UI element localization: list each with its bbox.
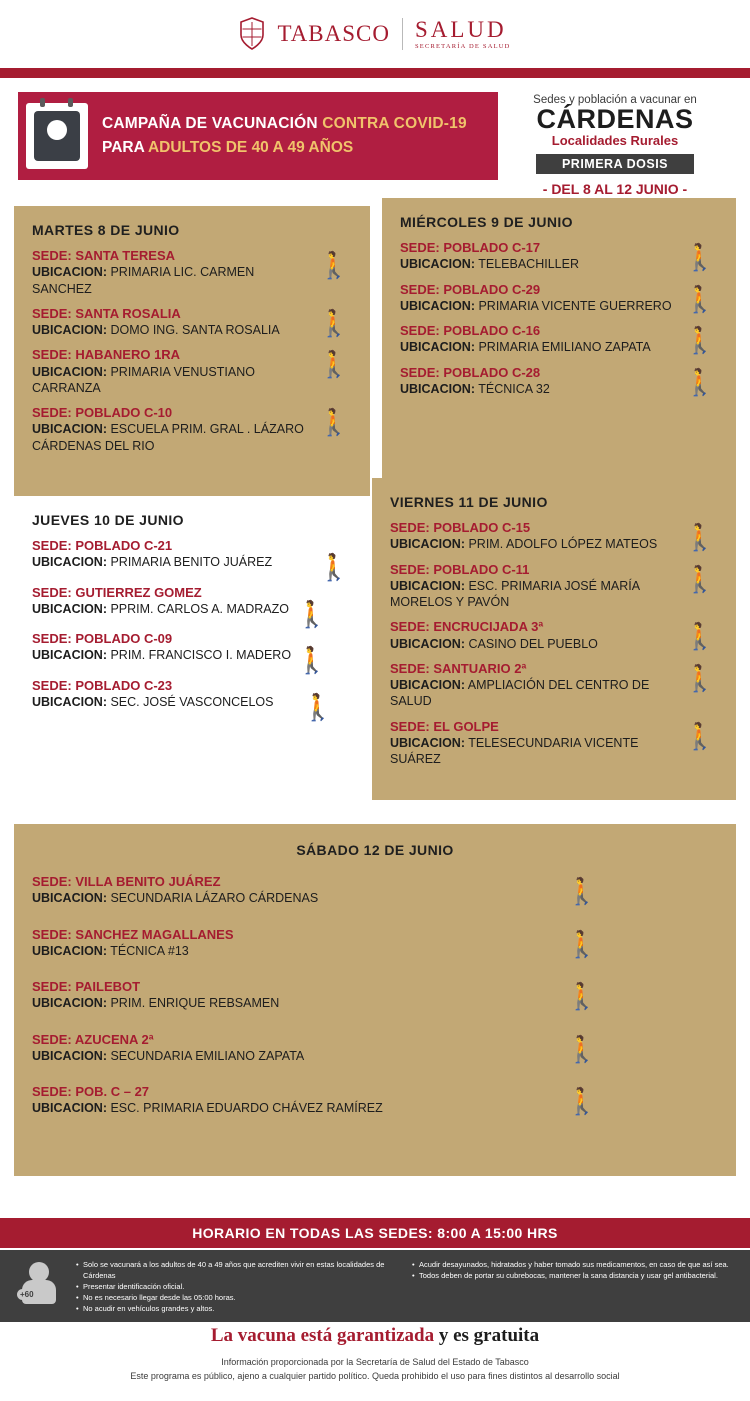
ubicacion-label: UBICACION: xyxy=(32,323,107,337)
ubicacion xyxy=(390,735,676,768)
day-title: MARTES 8 DE JUNIO xyxy=(32,222,180,238)
ubicacion xyxy=(32,1100,528,1116)
person-icon: 🚶 xyxy=(683,563,716,594)
ubicacion xyxy=(390,636,676,652)
schedule-entry xyxy=(32,584,352,629)
ubicacion-value: ESC. PRIMARIA JOSÉ MARÍA MORELOS Y PAVÓN xyxy=(390,578,640,609)
city-name: CÁRDENAS xyxy=(536,104,694,134)
ubicacion-value: TELESECUNDARIA VICENTE SUÁREZ xyxy=(390,735,639,766)
ubicacion xyxy=(32,364,310,397)
ubicacion-value: ESC. PRIMARIA EDUARDO CHÁVEZ RAMÍREZ xyxy=(107,1101,383,1116)
sede-name: SEDE: POBLADO C-21 xyxy=(32,538,173,553)
person-icon: 🚶 xyxy=(565,928,598,959)
requirements-band xyxy=(0,1250,750,1322)
brand-state: TABASCO xyxy=(277,21,390,46)
schedule-entry xyxy=(32,538,352,582)
requirement-item: • No es necesario llegar desde las 05:00 horas. xyxy=(76,1293,398,1304)
ubicacion xyxy=(32,322,310,338)
footer-notes xyxy=(0,1355,750,1384)
person-icon: 🚶 xyxy=(565,981,598,1011)
requirement-item: • Acudir desayunados, hidratados y haber tomado sus medicamentos, en caso de que así sea. xyxy=(412,1260,734,1271)
ubicacion-value: TÉCNICA 32 xyxy=(475,381,550,396)
requirements-right xyxy=(412,1260,734,1282)
elder-person-icon xyxy=(16,1260,62,1306)
ubicacion xyxy=(390,578,676,611)
schedule-entry xyxy=(32,306,352,339)
requirement-item: • No acudir en vehículos grandes y altos. xyxy=(76,1304,398,1315)
ubicacion-value: PRIM. ADOLFO LÓPEZ MATEOS xyxy=(465,537,658,552)
schedule-entry xyxy=(390,619,718,652)
day-title: VIERNES 11 DE JUNIO xyxy=(390,494,548,510)
ubicacion xyxy=(32,694,310,710)
person-icon: 🚶 xyxy=(683,662,716,693)
sede-name: SEDE: SANTA TERESA xyxy=(32,248,176,263)
ubicacion xyxy=(32,647,310,663)
schedule-entry xyxy=(32,1032,718,1065)
schedule-entry xyxy=(32,631,352,675)
schedule-entry xyxy=(400,282,718,315)
schedule-entry xyxy=(390,719,718,768)
schedule-entry xyxy=(390,520,718,553)
ubicacion-label: UBICACION: xyxy=(32,996,107,1011)
person-icon: 🚶 xyxy=(317,407,350,437)
ubicacion-label: UBICACION: xyxy=(32,422,107,437)
ubicacion xyxy=(32,995,528,1011)
header-bar xyxy=(0,0,750,72)
ubicacion-value: PRIMARIA VICENTE GUERRERO xyxy=(475,298,672,313)
campaign-banner xyxy=(0,78,750,206)
ubicacion-label: UBICACION: xyxy=(400,298,475,313)
ubicacion-value: CASINO DEL PUEBLO xyxy=(465,636,598,651)
person-icon: 🚶 xyxy=(683,366,716,397)
ubicacion-label: UBICACION: xyxy=(400,257,475,272)
person-icon: 🚶 xyxy=(683,522,716,552)
campaign-location-box xyxy=(498,92,732,197)
person-icon: 🚶 xyxy=(295,598,328,629)
person-icon: 🚶 xyxy=(683,283,716,314)
ubicacion xyxy=(400,381,676,397)
sede-name: SEDE: SANTA ROSALIA xyxy=(32,305,181,321)
day-title: SÁBADO 12 DE JUNIO xyxy=(296,842,454,858)
sede-name: SEDE: POBLADO C-17 xyxy=(400,240,541,255)
coat-of-arms-icon xyxy=(239,17,265,51)
schedule-entry xyxy=(400,323,718,356)
requirements-left xyxy=(76,1260,398,1314)
ubicacion-value: PRIMARIA EMILIANO ZAPATA xyxy=(475,340,651,355)
brand-dept: SALUD xyxy=(414,16,507,42)
ubicacion xyxy=(390,677,676,710)
ubicacion-value: PRIMARIA BENITO JUÁREZ xyxy=(107,555,273,570)
campaign-line-1a: CAMPAÑA DE VACUNACIÓN xyxy=(102,115,323,132)
day-block-viernes-11 xyxy=(372,478,736,800)
schedule-entry xyxy=(390,661,718,710)
ubicacion-label: UBICACION: xyxy=(32,1101,107,1116)
ubicacion xyxy=(32,1048,528,1064)
sede-name: SEDE: HABANERO 1RA xyxy=(32,347,181,363)
brand-dept-group xyxy=(415,18,511,51)
sede-name: SEDE: POBLADO C-15 xyxy=(390,520,531,535)
footer-line-2: Este programa es público, ajeno a cualquier partido político. Queda prohibido el uso para fines distintos al desarrollo social xyxy=(130,1371,620,1382)
ubicacion-value: TELEBACHILLER xyxy=(475,257,579,272)
ubicacion xyxy=(32,264,310,297)
footer-line-1: Información proporcionada por la Secretaría de Salud del Estado de Tabasco xyxy=(221,1357,529,1367)
ubicacion-value: PRIM. FRANCISCO I. MADERO xyxy=(107,648,292,663)
ubicacion xyxy=(32,943,528,959)
sede-name: SEDE: ENCRUCIJADA 3ª xyxy=(390,619,544,635)
ubicacion-label: UBICACION: xyxy=(390,578,465,593)
schedule-entry xyxy=(32,347,352,396)
ubicacion-label: UBICACION: xyxy=(390,537,465,552)
ubicacion-value: DOMO ING. SANTA ROSALIA xyxy=(107,323,280,337)
sede-name: SEDE: GUTIERREZ GOMEZ xyxy=(32,584,202,600)
ubicacion-value: PRIM. ENRIQUE REBSAMEN xyxy=(107,996,280,1011)
horario-band: HORARIO EN TODAS LAS SEDES: 8:00 A 15:00 HRS xyxy=(0,1218,750,1248)
guarantee-part-a: La vacuna está garantizada xyxy=(210,1325,439,1346)
person-icon: 🚶 xyxy=(301,691,334,722)
ubicacion xyxy=(32,421,310,454)
sede-name: SEDE: AZUCENA 2ª xyxy=(32,1031,154,1047)
day-block-jueves-10 xyxy=(14,496,370,756)
sede-name: SEDE: POBLADO C-09 xyxy=(32,631,173,646)
age-badge: +60 xyxy=(17,1289,37,1300)
person-icon: 🚶 xyxy=(565,1086,598,1116)
campaign-line-2 xyxy=(102,139,467,157)
campaign-title-box xyxy=(18,92,498,180)
sede-name: SEDE: POBLADO C-28 xyxy=(400,364,541,380)
ubicacion xyxy=(390,536,676,552)
day-title: MIÉRCOLES 9 DE JUNIO xyxy=(400,214,573,230)
sede-name: SEDE: POBLADO C-23 xyxy=(32,677,173,693)
person-icon: 🚶 xyxy=(683,325,716,355)
day-block-martes-8 xyxy=(14,206,370,496)
ubicacion-label: UBICACION: xyxy=(32,943,107,958)
brand-subtitle: SECRETARÍA DE SALUD xyxy=(414,42,511,50)
ubicacion-label: UBICACION: xyxy=(400,340,475,355)
person-icon: 🚶 xyxy=(683,720,716,751)
schedule-entry xyxy=(32,677,352,722)
ubicacion-label: UBICACION: xyxy=(32,555,107,570)
dose-badge: PRIMERA DOSIS xyxy=(536,154,694,174)
ubicacion xyxy=(32,554,310,570)
guarantee-text xyxy=(0,1325,750,1347)
ubicacion-label: UBICACION: xyxy=(390,735,465,750)
ubicacion-value: TÉCNICA #13 xyxy=(107,943,189,958)
person-icon: 🚶 xyxy=(565,876,598,906)
person-icon: 🚶 xyxy=(295,645,328,675)
ubicacion-value: PPRIM. CARLOS A. MADRAZO xyxy=(107,601,289,616)
sede-name: SEDE: POBLADO C-10 xyxy=(32,405,173,420)
sede-name: SEDE: SANCHEZ MAGALLANES xyxy=(32,926,234,942)
person-icon: 🚶 xyxy=(317,349,350,380)
sedes-label: Sedes y población a vacunar en xyxy=(533,94,697,106)
day-block-sabado-12 xyxy=(14,824,736,1176)
sede-name: SEDE: POBLADO C-29 xyxy=(400,281,541,297)
ubicacion-value: PRIMARIA VENUSTIANO CARRANZA xyxy=(32,364,255,395)
schedule-entry xyxy=(32,405,352,454)
sede-name: SEDE: EL GOLPE xyxy=(390,718,499,734)
campaign-line-2b: ADULTOS DE 40 A 49 AÑOS xyxy=(147,139,354,156)
sede-name: SEDE: SANTUARIO 2ª xyxy=(390,660,527,676)
ubicacion-label: UBICACION: xyxy=(32,694,107,709)
ubicacion xyxy=(32,601,310,617)
person-icon: 🚶 xyxy=(565,1033,598,1064)
brand-logo xyxy=(239,17,510,51)
person-icon: 🚶 xyxy=(317,250,350,280)
campaign-line-1 xyxy=(102,115,467,133)
schedule-entry xyxy=(32,1084,718,1117)
campaign-title-text xyxy=(102,115,467,157)
requirement-item: • Presentar identificación oficial. xyxy=(76,1282,398,1293)
sede-name: SEDE: POB. C – 27 xyxy=(32,1084,150,1099)
campaign-line-2a: PARA xyxy=(102,139,148,156)
day-block-miercoles-9 xyxy=(382,198,736,478)
requirement-item: • Todos deben de portar su cubrebocas, mantener la sana distancia y usar gel antibacterial. xyxy=(412,1271,734,1282)
ubicacion xyxy=(400,298,676,314)
brand-divider xyxy=(402,18,403,50)
ubicacion xyxy=(400,339,676,355)
ubicacion-value: PRIMARIA LIC. CARMEN SANCHEZ xyxy=(32,265,255,296)
ubicacion-label: UBICACION: xyxy=(32,891,107,906)
ubicacion-value: SECUNDARIA EMILIANO ZAPATA xyxy=(107,1048,305,1063)
ubicacion-value: SECUNDARIA LÁZARO CÁRDENAS xyxy=(107,891,319,906)
sede-name: SEDE: POBLADO C-16 xyxy=(400,323,541,338)
ubicacion-value: AMPLIACIÓN DEL CENTRO DE SALUD xyxy=(390,678,650,709)
sede-name: SEDE: POBLADO C-11 xyxy=(390,561,530,577)
schedule-entry xyxy=(390,562,718,611)
day-title: JUEVES 10 DE JUNIO xyxy=(32,512,184,528)
person-icon: 🚶 xyxy=(683,242,716,272)
date-range: - DEL 8 AL 12 JUNIO - xyxy=(542,181,688,197)
schedule-entry xyxy=(32,927,718,960)
ubicacion-value: SEC. JOSÉ VASCONCELOS xyxy=(107,694,274,709)
ubicacion xyxy=(32,890,528,906)
guarantee-part-b: y es gratuita xyxy=(438,1325,540,1346)
person-icon: 🚶 xyxy=(317,552,350,582)
ubicacion-label: UBICACION: xyxy=(32,648,107,663)
schedule-entry xyxy=(32,248,352,297)
ubicacion xyxy=(400,256,676,272)
calendar-doctor-icon xyxy=(26,103,88,169)
person-icon: 🚶 xyxy=(683,621,716,652)
sede-name: SEDE: VILLA BENITO JUÁREZ xyxy=(32,874,221,889)
campaign-line-1b: CONTRA COVID-19 xyxy=(322,115,467,132)
ubicacion-label: UBICACION: xyxy=(32,364,107,379)
ubicacion-label: UBICACION: xyxy=(32,601,107,616)
schedule-entry xyxy=(32,874,718,907)
schedule-entry xyxy=(400,365,718,398)
ubicacion-label: UBICACION: xyxy=(32,1048,107,1063)
person-icon: 🚶 xyxy=(317,307,350,338)
ubicacion-label: UBICACION: xyxy=(390,636,465,651)
ubicacion-label: UBICACION: xyxy=(390,678,465,692)
requirement-item: • Solo se vacunará a los adultos de 40 a 49 años que acrediten vivir en estas localidades de Cárdenas xyxy=(76,1260,398,1282)
ubicacion-label: UBICACION: xyxy=(400,381,475,396)
ubicacion-label: UBICACION: xyxy=(32,265,107,280)
schedule-entry xyxy=(400,240,718,273)
ubicacion-value: ESCUELA PRIM. GRAL . LÁZARO CÁRDENAS DEL RIO xyxy=(32,422,304,453)
sede-name: SEDE: PAILEBOT xyxy=(32,979,141,994)
schedule-entry xyxy=(32,979,718,1012)
locality-type: Localidades Rurales xyxy=(551,133,679,148)
